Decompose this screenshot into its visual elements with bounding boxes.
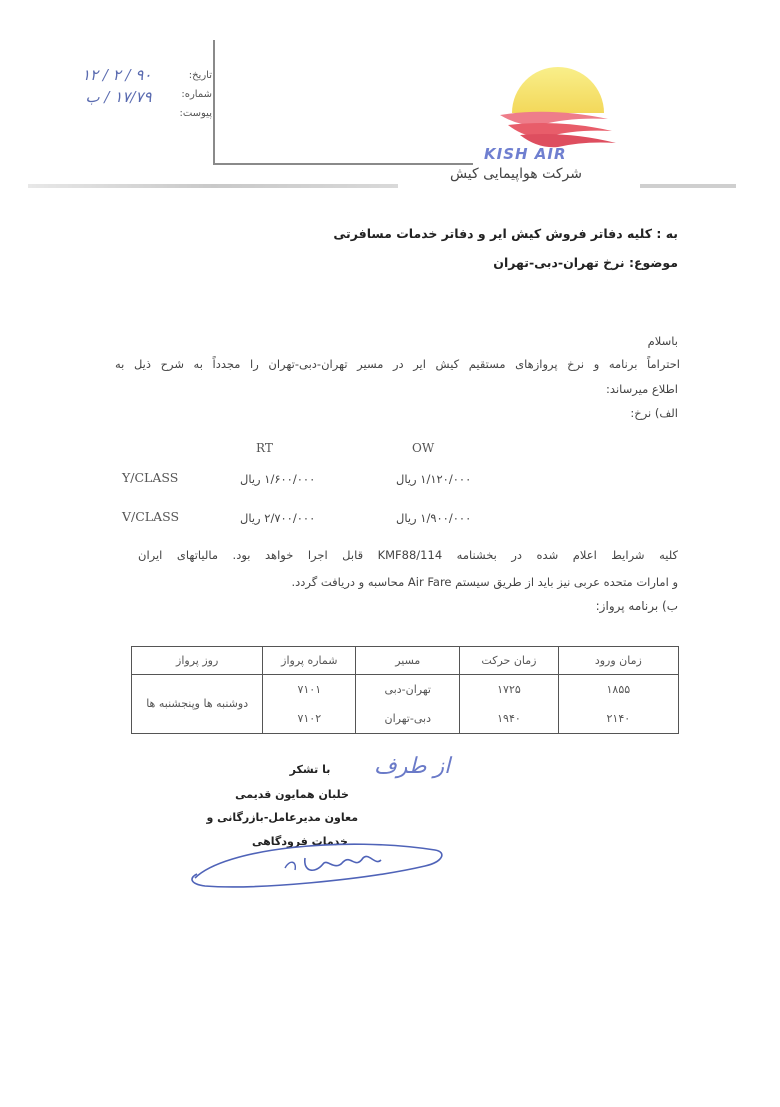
arrive-time: ۲۱۴۰ <box>558 704 678 734</box>
route: دبی-تهران <box>356 704 460 734</box>
company-name: شرکت هواپیمایی کیش <box>449 166 582 182</box>
paragraph-1-line-2: اطلاع میرساند: <box>606 382 678 396</box>
paragraph-2-line-2: و امارات متحده عربی نیز باید از طریق سیستم Air Fare محاسبه و دریافت گردد. <box>291 575 678 589</box>
header-flight-number: شماره پرواز <box>263 647 356 675</box>
attachment-label: پیوست: <box>179 108 212 119</box>
closing-thanks: با تشکر <box>289 763 331 776</box>
signature-scribble-icon <box>185 828 450 898</box>
fare-v-ow: ۱/۹۰۰/۰۰۰ ریال <box>396 511 472 525</box>
rates-heading: الف) نرخ: <box>630 406 678 420</box>
handwritten-number: ۱۷/۷۹ / ب <box>85 88 152 106</box>
signer-role-line-2: خدمات فرودگاهی <box>252 835 348 848</box>
depart-time: ۱۹۴۰ <box>460 704 558 734</box>
logo-wordmark: KISH AIR <box>484 145 567 163</box>
recipient-line: به : کلیه دفاتر فروش کیش ایر و دفاتر خدمات مسافرتی <box>333 226 678 241</box>
flight-number: ۷۱۰۲ <box>263 704 356 734</box>
fare-class-v: V/CLASS <box>122 509 180 524</box>
fare-col-ow: OW <box>412 441 435 455</box>
fare-y-ow: ۱/۱۲۰/۰۰۰ ریال <box>396 472 472 486</box>
date-label: تاریخ: <box>188 70 212 81</box>
table-header-row <box>132 647 679 675</box>
depart-time: ۱۷۲۵ <box>460 674 558 704</box>
route: تهران-دبی <box>356 674 460 704</box>
header-route: مسیر <box>356 647 460 675</box>
table-row <box>132 674 679 704</box>
flight-number: ۷۱۰۱ <box>263 674 356 704</box>
signer-role-line-1: معاون مدیرعامل-بازرگانی و <box>206 811 358 824</box>
fare-col-rt: RT <box>256 441 273 455</box>
letter-meta <box>158 66 212 123</box>
header-divider-vertical <box>213 40 215 164</box>
header-band-right <box>640 184 736 188</box>
paragraph-1-line-1: احتراماً برنامه و نرخ پروازهای مستقیم کیش ایر در مسیر تهران-دبی-تهران را مجدداً به شرح ذیل به <box>115 357 680 371</box>
fare-v-rt: ۲/۷۰۰/۰۰۰ ریال <box>240 511 316 525</box>
flight-schedule-heading: ب) برنامه پرواز: <box>595 599 678 613</box>
fare-y-rt: ۱/۶۰۰/۰۰۰ ریال <box>240 472 316 486</box>
header-band-left <box>28 184 398 188</box>
number-label: شماره: <box>181 89 212 100</box>
signer-name: خلبان همایون قدیمی <box>235 788 349 801</box>
paragraph-2-line-1: کلیه شرایط اعلام شده در بخشنامه KMF88/114 قابل اجرا خواهد بود. مالیاتهای ایران <box>138 548 678 562</box>
handwritten-date: ۹۰ / ۲ / ۱۲ <box>82 66 152 84</box>
handwritten-meta <box>82 64 152 108</box>
header-arrival: زمان ورود <box>558 647 678 675</box>
arrive-time: ۱۸۵۵ <box>558 674 678 704</box>
flight-schedule-table <box>131 646 679 734</box>
fare-class-y: Y/CLASS <box>122 470 179 485</box>
header-departure: زمان حرکت <box>460 647 558 675</box>
header-flight-day: روز پرواز <box>132 647 263 675</box>
flight-days: دوشنبه ها وپنجشنبه ها <box>132 674 263 733</box>
header-divider-horizontal <box>213 163 473 165</box>
subject-line: موضوع: نرخ تهران-دبی-تهران <box>493 255 678 270</box>
handwritten-on-behalf: از طرف <box>374 754 451 779</box>
greeting: باسلام <box>647 334 678 348</box>
